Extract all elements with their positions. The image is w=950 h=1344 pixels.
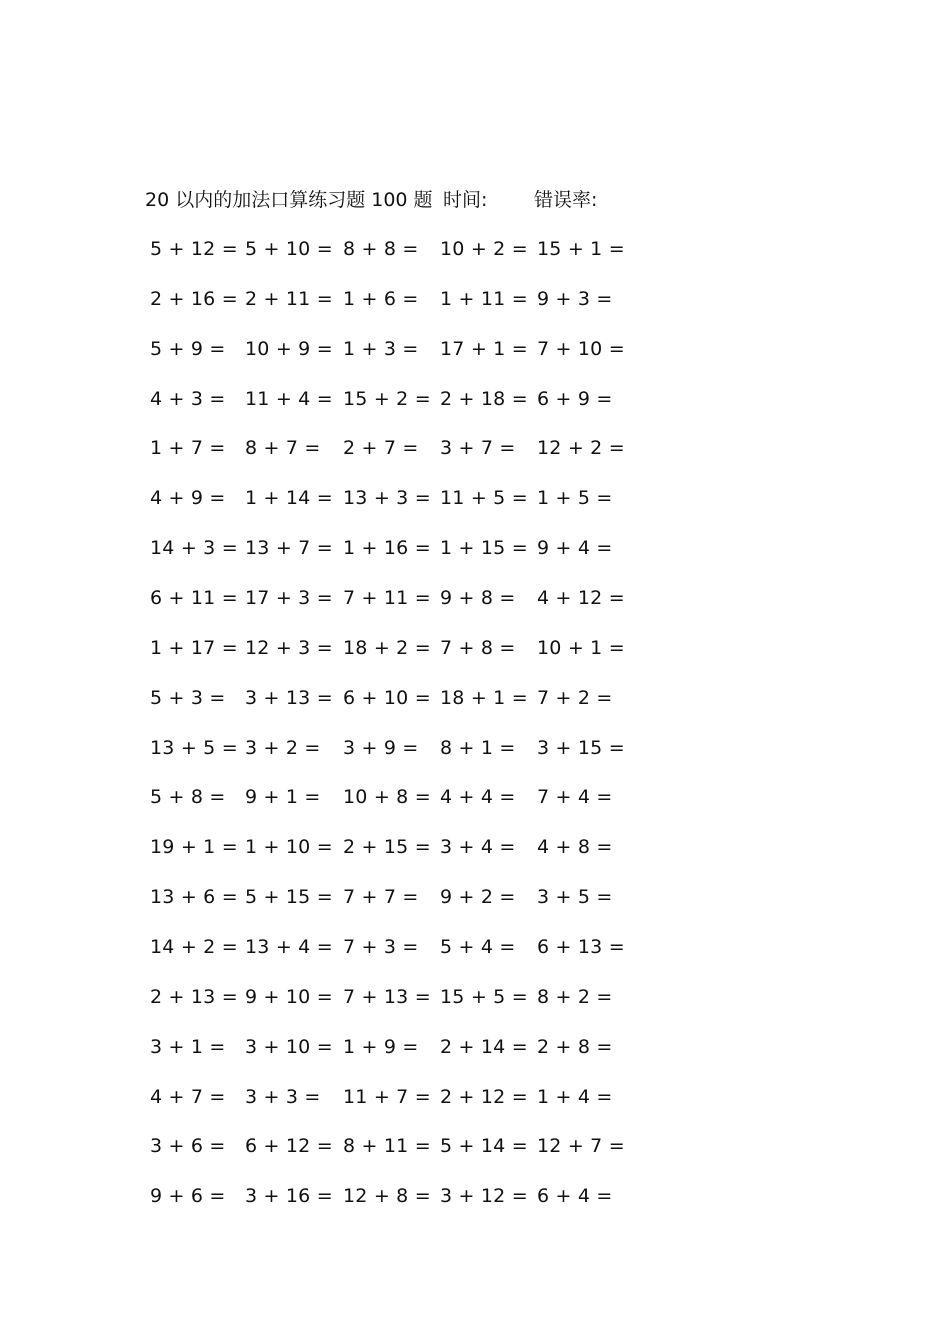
addition-problem: 14 + 3 = (150, 537, 238, 560)
problem-row (0, 384, 950, 414)
addition-problem: 17 + 1 = (440, 337, 528, 360)
addition-problem: 9 + 4 = (537, 537, 613, 560)
addition-problem: 6 + 12 = (245, 1135, 333, 1158)
addition-problem: 3 + 6 = (150, 1135, 226, 1158)
addition-problem: 12 + 7 = (537, 1135, 625, 1158)
addition-problem: 13 + 7 = (245, 537, 333, 560)
addition-problem: 3 + 3 = (245, 1085, 321, 1108)
addition-problem: 18 + 2 = (343, 636, 431, 659)
addition-problem: 8 + 1 = (440, 736, 516, 759)
problem-row (0, 932, 950, 962)
addition-problem: 2 + 16 = (150, 287, 238, 310)
addition-problem: 2 + 18 = (440, 387, 528, 410)
addition-problem: 1 + 11 = (440, 287, 528, 310)
problem-row (0, 782, 950, 812)
addition-problem: 9 + 6 = (150, 1185, 226, 1208)
problem-row (0, 483, 950, 513)
addition-problem: 9 + 1 = (245, 786, 321, 809)
addition-problem: 2 + 14 = (440, 1035, 528, 1058)
addition-problem: 15 + 5 = (440, 985, 528, 1008)
addition-problem: 7 + 11 = (343, 587, 431, 609)
addition-problem: 8 + 7 = (245, 437, 321, 460)
addition-problem: 1 + 3 = (343, 337, 419, 360)
problem-row (0, 533, 950, 563)
addition-problem: 4 + 3 = (150, 387, 226, 410)
addition-problem: 10 + 1 = (537, 636, 625, 659)
addition-problem: 8 + 11 = (343, 1135, 431, 1158)
addition-problem: 4 + 9 = (150, 487, 226, 510)
addition-problem: 3 + 4 = (440, 836, 516, 859)
problem-row (0, 832, 950, 862)
addition-problem: 10 + 9 = (245, 337, 333, 360)
addition-problem: 3 + 15 = (537, 736, 625, 759)
addition-problem: 5 + 9 = (150, 337, 226, 360)
addition-problem: 5 + 4 = (440, 935, 516, 958)
addition-problem: 3 + 1 = (150, 1035, 226, 1058)
addition-problem: 9 + 10 = (245, 985, 333, 1008)
addition-problem: 13 + 6 = (150, 886, 238, 909)
problem-row (0, 633, 950, 663)
addition-problem: 6 + 10 = (343, 686, 431, 709)
addition-problem: 10 + 8 = (343, 786, 431, 809)
addition-problem: 11 + 4 = (245, 387, 333, 410)
addition-problem: 2 + 12 = (440, 1085, 528, 1108)
addition-problem: 1 + 10 = (245, 836, 333, 859)
addition-problem: 4 + 12 = (537, 587, 625, 609)
time-label: 时间: (443, 189, 488, 211)
addition-problem: 6 + 9 = (537, 387, 613, 410)
addition-problem: 9 + 3 = (537, 287, 613, 310)
addition-problem: 3 + 2 = (245, 736, 321, 759)
addition-problem: 15 + 2 = (343, 387, 431, 410)
addition-problem: 11 + 5 = (440, 487, 528, 510)
addition-problem: 7 + 13 = (343, 985, 431, 1008)
addition-problem: 3 + 16 = (245, 1185, 333, 1208)
addition-problem: 5 + 12 = (150, 238, 238, 260)
addition-problem: 2 + 15 = (343, 836, 431, 859)
addition-problem: 2 + 11 = (245, 287, 333, 310)
addition-problem: 7 + 4 = (537, 786, 613, 809)
addition-problem: 14 + 2 = (150, 935, 238, 958)
addition-problem: 1 + 15 = (440, 537, 528, 560)
addition-problem: 12 + 3 = (245, 636, 333, 659)
addition-problem: 3 + 13 = (245, 686, 333, 709)
error-rate-label: 错误率: (534, 189, 598, 211)
addition-problem: 1 + 7 = (150, 437, 226, 460)
addition-problem: 11 + 7 = (343, 1085, 431, 1108)
addition-problem: 2 + 7 = (343, 437, 419, 460)
problem-row (0, 334, 950, 364)
addition-problem: 5 + 3 = (150, 686, 226, 709)
addition-problem: 3 + 10 = (245, 1035, 333, 1058)
addition-problem: 1 + 9 = (343, 1035, 419, 1058)
problem-row (0, 982, 950, 1012)
problem-row (0, 234, 950, 264)
addition-problem: 7 + 2 = (537, 686, 613, 709)
addition-problem: 4 + 8 = (537, 836, 613, 859)
addition-problem: 8 + 8 = (343, 238, 419, 260)
addition-problem: 5 + 10 = (245, 238, 333, 260)
problem-row (0, 683, 950, 713)
addition-problem: 9 + 8 = (440, 587, 516, 609)
addition-problem: 10 + 2 = (440, 238, 528, 260)
problem-row (0, 433, 950, 463)
addition-problem: 7 + 10 = (537, 337, 625, 360)
addition-problem: 18 + 1 = (440, 686, 528, 709)
addition-problem: 13 + 4 = (245, 935, 333, 958)
addition-problem: 3 + 7 = (440, 437, 516, 460)
addition-problem: 3 + 5 = (537, 886, 613, 909)
addition-problem: 6 + 13 = (537, 935, 625, 958)
addition-problem: 7 + 7 = (343, 886, 419, 909)
addition-problem: 5 + 8 = (150, 786, 226, 809)
addition-problem: 7 + 3 = (343, 935, 419, 958)
problem-row (0, 583, 950, 613)
addition-problem: 1 + 14 = (245, 487, 333, 510)
addition-problem: 6 + 4 = (537, 1185, 613, 1208)
problem-row (0, 1032, 950, 1062)
problem-row (0, 1181, 950, 1211)
addition-problem: 1 + 16 = (343, 537, 431, 560)
addition-problem: 7 + 8 = (440, 636, 516, 659)
problem-row (0, 284, 950, 314)
problem-row (0, 1131, 950, 1161)
addition-problem: 2 + 8 = (537, 1035, 613, 1058)
addition-problem: 13 + 3 = (343, 487, 431, 510)
addition-problem: 5 + 14 = (440, 1135, 528, 1158)
addition-problem: 15 + 1 = (537, 238, 625, 260)
addition-problem: 1 + 6 = (343, 287, 419, 310)
addition-problem: 2 + 13 = (150, 985, 238, 1008)
addition-problem: 1 + 4 = (537, 1085, 613, 1108)
addition-problem: 4 + 4 = (440, 786, 516, 809)
addition-problem: 1 + 5 = (537, 487, 613, 510)
addition-problem: 6 + 11 = (150, 587, 238, 609)
addition-problem: 8 + 2 = (537, 985, 613, 1008)
addition-problem: 12 + 2 = (537, 437, 625, 460)
addition-problem: 19 + 1 = (150, 836, 238, 859)
worksheet-title: 20 以内的加法口算练习题 100 题 (145, 189, 433, 211)
problem-row (0, 1082, 950, 1112)
addition-problem: 3 + 12 = (440, 1185, 528, 1208)
problem-row (0, 882, 950, 912)
addition-problem: 9 + 2 = (440, 886, 516, 909)
addition-problem: 5 + 15 = (245, 886, 333, 909)
addition-problem: 3 + 9 = (343, 736, 419, 759)
addition-problem: 13 + 5 = (150, 736, 238, 759)
problem-row (0, 733, 950, 763)
addition-problem: 17 + 3 = (245, 587, 333, 609)
addition-problem: 12 + 8 = (343, 1185, 431, 1208)
addition-problem: 1 + 17 = (150, 636, 238, 659)
addition-problem: 4 + 7 = (150, 1085, 226, 1108)
